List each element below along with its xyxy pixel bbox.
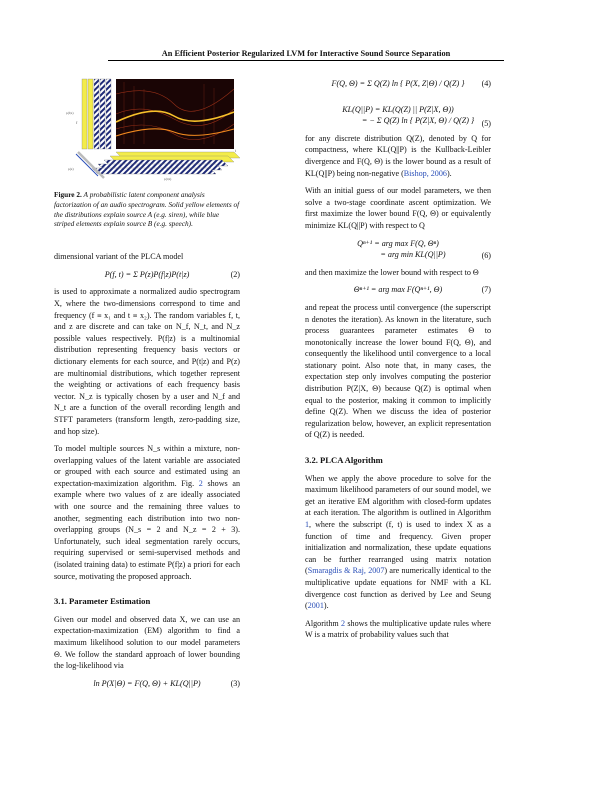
equation-3 [54, 678, 240, 690]
paragraph-plca: is used to approximate a normalized audio spectrogram X, where the two-dimensions correspond to time and frequency (f ≡ x₁ and t ≡ x₂). The random variables f, t, and z are discrete and can take on N_f, N_t, and N_z possible values respectively. P(f|z) is a multinomial distribution representing frequency basis vectors or dictionary elements for each source, and P(t|z) and P(z) are multinomial distributions, which together represent the weighting or activations of each frequency basis vector. N_z is typically chosen by a user and N_f and N_t are a function of the overall recording length and STFT parameters (transform length, zero-padding size, and hop size). [54, 287, 240, 436]
pfz-bar-4 [100, 79, 105, 149]
plca-figure [64, 74, 240, 182]
algorithm-1-link[interactable]: 1 [305, 520, 310, 529]
equation-5-number: (5) [481, 118, 491, 128]
plca-figure-graphic [64, 74, 240, 182]
equation-6-number: (6) [481, 250, 491, 260]
equation-7 [305, 284, 491, 296]
ptz-bars [92, 152, 240, 174]
text-segment: Algorithm [305, 618, 342, 628]
axis-f-label: f [76, 120, 78, 125]
citation-smaragdis-link[interactable]: Smaragdis & Raj, 2007 [307, 566, 385, 576]
pz-diagonal-blue [76, 154, 98, 176]
pfz-bar-3 [94, 79, 99, 149]
paragraph-multiplicative-rules [305, 618, 491, 641]
text-segment: , where the subscript (f, t) is used to index X as a function of time and frequency. Given proper initialization and normalization, these update equations can be further rearranged using matrix notation ( [305, 520, 491, 576]
equation-2 [54, 269, 240, 281]
equation-5-line-1: KL(Q||P) = KL(Q(Z) || P(Z|X, Θ)) [342, 104, 454, 114]
citation-lee-seung-link[interactable]: 2001 [307, 601, 324, 611]
equation-7-body: Θⁿ⁺¹ = arg max F(Qⁿ⁺¹, Θ) [353, 285, 443, 295]
paragraph-coordinate-ascent: With an initial guess of our model parameters, we then solve a two-stage coordinate ascent optimization. We first maximize the lower bound F(Q, Θ) or equivalently minimize KL(Q||P) with respect to Q [305, 186, 491, 230]
equation-3-body: ln P(X|Θ) = F(Q, Θ) + KL(Q||P) [93, 678, 201, 688]
left-column [54, 74, 240, 695]
equation-6-line-1: Qⁿ⁺¹ = arg max F(Q, Θⁿ) [357, 238, 439, 248]
text-segment: To model multiple sources N_s within a mixture, non-overlapping values of the latent variable are associated or grouped with each source and estimated using an expectation-maximization algorithm. Fig. [54, 444, 240, 488]
section-heading-3-2: 3.2. PLCA Algorithm [305, 455, 383, 466]
pfz-bar-1 [82, 79, 87, 149]
axis-t-label: t [235, 148, 237, 153]
equation-2-body: P(f, t) = Σ P(z)P(f|z)P(t|z) [104, 269, 190, 279]
citation-bishop-link[interactable]: Bishop, 2006 [403, 168, 447, 178]
text-segment: ). [446, 168, 452, 178]
equation-5-line-2: = − Σ Q(Z) ln { P(Z|X, Θ) / Q(Z) } [361, 116, 475, 126]
text-segment: When we apply the above procedure to solve for the maximum likelihood parameters of our sound model, we get an iterative EM algorithm with closed-form updates at each iteration. The algorithm is outlined in Algorithm [305, 473, 491, 518]
axis-ptz-label: p(t|z) [164, 177, 172, 181]
figure-caption [54, 190, 240, 229]
text-segment: ). [323, 601, 329, 611]
equation-4-body: F(Q, Θ) = Σ Q(Z) ln { P(X, Z|Θ) / Q(Z) } [331, 79, 465, 88]
caption-text: A probabilistic latent component analysis factorization of an audio spectrogram. Solid yellow elements of the distributions explain source A (e.g. siren), while blue striped elements explain source B (e.g. speech). [54, 190, 240, 229]
section-heading-3-1: 3.1. Parameter Estimation [54, 596, 151, 607]
text-segment: shows the multiplicative update rules where W is a matrix of probability values such that [305, 618, 491, 640]
equation-2-number: (2) [230, 269, 240, 279]
caption-label: Figure 2. [54, 190, 82, 199]
equation-4 [305, 78, 491, 90]
pfz-bar-2 [88, 79, 93, 149]
header-rule [108, 60, 504, 61]
right-column [305, 74, 491, 647]
paragraph-maximize-theta: and then maximize the lower bound with respect to Θ [305, 267, 479, 277]
text-segment: ) are numerically identical to the multiplicative update equations for NMF with a KL divergence cost function as derived by Lee and Seung ( [305, 566, 491, 611]
text-segment: shows an example where two values of z are ideally associated with one source and the remaining three values to another, segmenting each distribution into two non-overlapping groups (N_s = 2 and N_z = 2 + 3). Unfortunately, such ideal segmentation rarely occurs, requiring supervised or semi-supervised methods and (isolated training data) to estimate P(f|z) a priori for each source, motivating the proposed approach. [54, 478, 240, 581]
equation-7-number: (7) [481, 285, 491, 295]
paragraph-multiple-sources [54, 443, 240, 582]
paragraph-intro: dimensional variant of the PLCA model [54, 252, 184, 262]
running-header: An Efficient Posterior Regularized LVM for Interactive Sound Source Separation [161, 49, 451, 58]
paragraph-kl [305, 133, 491, 179]
equation-6 [305, 238, 491, 261]
equation-6-line-2: = arg min KL(Q||P) [380, 250, 446, 260]
equation-5 [305, 104, 491, 127]
fig-ref-link[interactable]: 2 [198, 478, 203, 488]
pfz-bar-5 [106, 79, 111, 149]
paragraph-parameter-estimation: Given our model and observed data X, we can use an expectation-maximization (EM) algorithm to find a maximum likelihood solution to our model parameters Θ. We follow the standard approach of lower bounding the log-likelihood via [54, 614, 240, 671]
equation-3-number: (3) [230, 678, 240, 688]
equation-4-number: (4) [481, 79, 491, 88]
algorithm-2-link[interactable]: 2 [341, 618, 346, 628]
text-segment: for any discrete distribution Q(Z), denoted by Q for compactness, where KL(Q||P) is the Kullback-Leibler divergence and F(Q, Θ) is the lower bound as a result of KL(Q||P) being non-negative ( [305, 133, 491, 178]
paragraph-plca-algorithm [305, 473, 491, 612]
axis-pfz-label: p(f|z) [66, 111, 74, 115]
axis-pz-label: p(z) [68, 167, 74, 171]
paragraph-convergence: and repeat the process until convergence (the superscript n denotes the iteration). As known in the literature, such process guarantees parameter estimates Θ to monotonically increase the lower bound F(Q, Θ), and consequently the likelihood until convergence to a local stationary point. Also note that, in many cases, the expectation step only involves computing the posterior distribution P(Z|X, Θ) because Q(Z) is optimal when equal to the posterior, making it common to implicitly define Q(Z). When we discuss the idea of posterior regularization below, however, an explicit representation of Q(Z) is needed. [305, 302, 491, 440]
